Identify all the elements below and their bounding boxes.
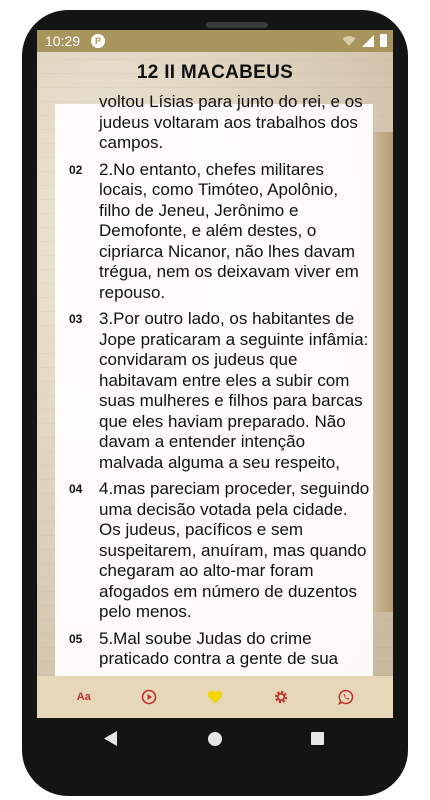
app-notification-icon: P (91, 34, 105, 48)
page-title: 12 II MACABEUS (136, 62, 294, 83)
continued-verse-text: voltou Lísias para junto do rei, e os judeus voltaram aos trabalhos dos campos. (99, 92, 363, 152)
share-whatsapp-button[interactable] (331, 682, 361, 712)
verse-number: 03 (69, 312, 83, 326)
verse-number: 04 (69, 482, 83, 496)
speaker-grille (206, 22, 268, 28)
chapter-text-panel[interactable] (55, 92, 373, 698)
signal-icon (362, 35, 374, 47)
verse-number: 05 (69, 631, 83, 646)
verse-text: 4.mas pareciam proceder, seguindo uma decisão votada pela cidade. Os judeus, pacíficos e sem suspeitarem, anuíram, mas quando chegaram ao alto-mar foram afogados em número de duzentos pelo menos. (99, 479, 370, 621)
play-audio-button[interactable] (134, 682, 164, 712)
verse-text: 3.Por outro lado, os habitantes de Jope praticaram a seguinte infâmia: convidaram os judeus que habitavam entre eles a subir com suas mulheres e filhos para barcas que eles haviam preparado. Não davam a entender intenção malvada alguma a seu respeito, (99, 309, 369, 472)
whatsapp-icon (338, 689, 354, 705)
font-size-button[interactable] (69, 682, 99, 712)
recent-apps-icon[interactable] (311, 732, 324, 745)
android-navigation-bar (0, 718, 430, 768)
back-icon[interactable] (104, 731, 117, 746)
battery-icon (380, 34, 387, 47)
verse-list (55, 92, 373, 670)
play-icon (141, 689, 157, 705)
verse-item[interactable] (55, 479, 373, 623)
font-size-icon: Aa (76, 691, 91, 703)
bottom-toolbar (37, 676, 393, 718)
app-screen (37, 30, 393, 718)
verse-item[interactable] (55, 309, 373, 473)
settings-button[interactable] (266, 682, 296, 712)
home-icon[interactable] (208, 732, 222, 746)
verse-number: 02 (69, 162, 83, 177)
status-time: 10:29 (45, 33, 81, 49)
verse-text: 5.Mal soube Judas do crime praticado contra a gente de sua (99, 628, 339, 668)
heart-icon (207, 690, 223, 704)
verse-text: 2.No entanto, chefes militares locais, como Timóteo, Apolônio, filho de Jeneu, Jerônimo e Demofonte, e além destes, o cipriarca Nicanor, não lhes davam trégua, nem os deixavam viver em repouso. (99, 159, 359, 302)
verse-item[interactable] (55, 160, 373, 304)
wifi-icon (342, 35, 356, 47)
verse-item[interactable] (55, 629, 373, 670)
status-icons (342, 34, 387, 47)
parchment-background (37, 52, 393, 676)
favorite-button[interactable] (200, 682, 230, 712)
gear-icon (273, 689, 289, 705)
status-bar (37, 30, 393, 52)
